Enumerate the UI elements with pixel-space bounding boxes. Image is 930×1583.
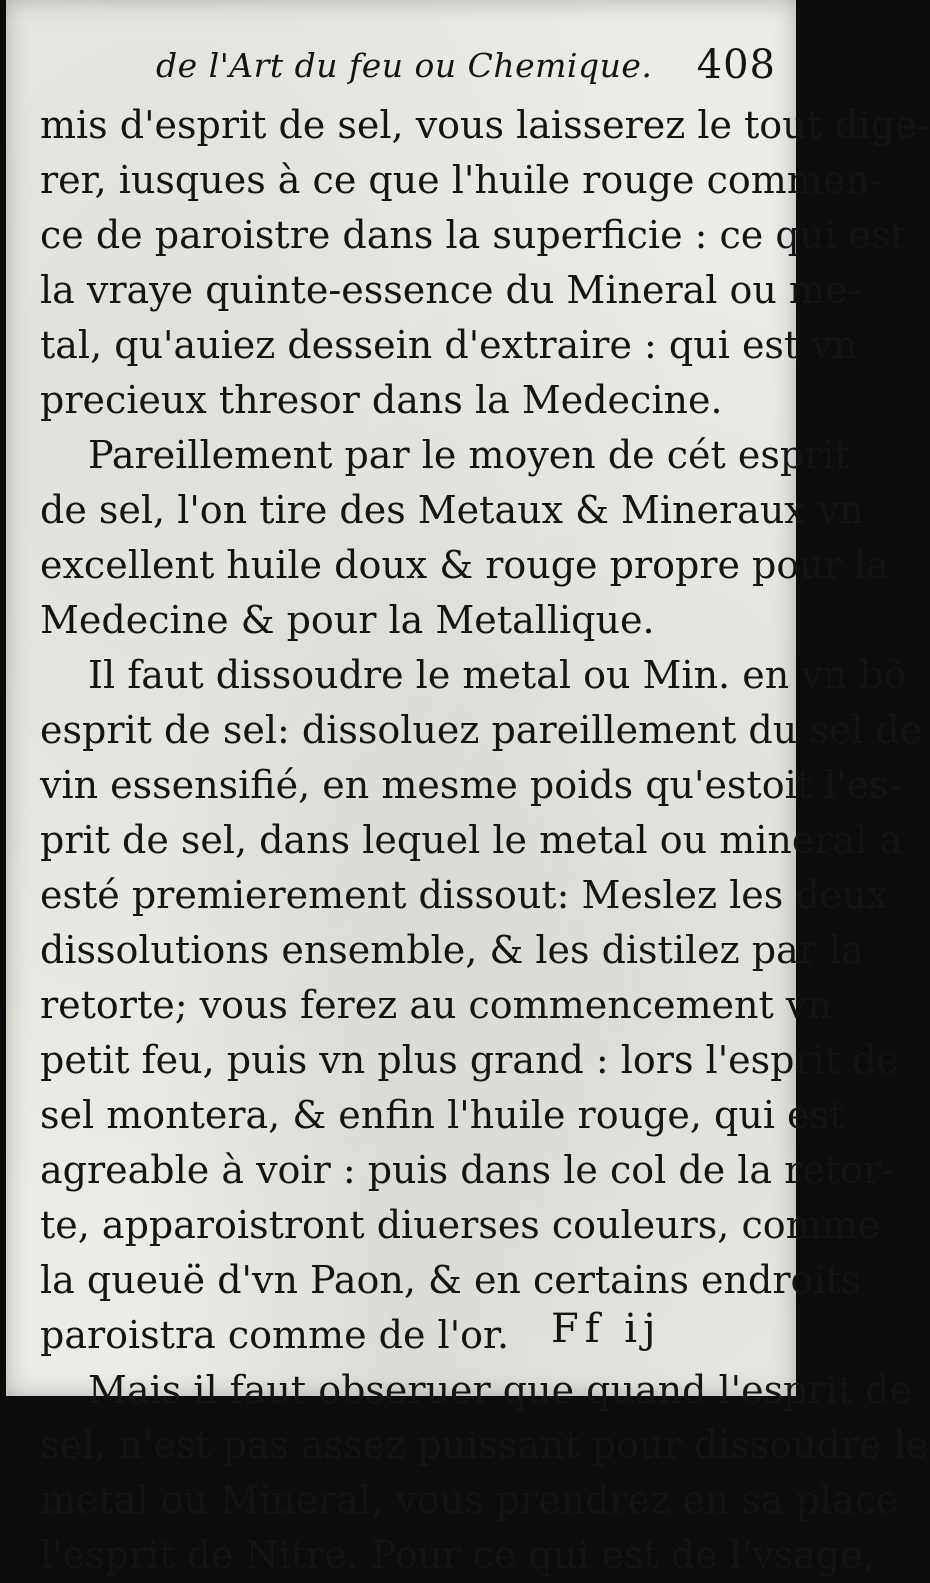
text-line: rer, iusques à ce que l'huile rouge commen- [40, 158, 883, 202]
text-line: l'esprit de Nitre. Pour ce qui est de l'vsage, [40, 1533, 875, 1577]
text-line: prit de sel, dans lequel le metal ou mineral a [40, 818, 903, 862]
text-line: precieux thresor dans la Medecine. [40, 378, 723, 422]
text-line: vin essensifié, en mesme poids qu'estoit l'es- [40, 763, 902, 807]
body-text [40, 98, 930, 1583]
text-line: agreable à voir : puis dans le col de la retor- [40, 1148, 894, 1192]
text-line: retorte; vous ferez au commencement vn [40, 983, 832, 1027]
text-line: tal, qu'auiez dessein d'extraire : qui est vn [40, 323, 858, 367]
running-head [156, 42, 776, 92]
text-line: Pareillement par le moyen de cét esprit [88, 433, 850, 477]
text-line: la vraye quinte-essence du Mineral ou me- [40, 268, 861, 312]
text-line: la queuë d'vn Paon, & en certains endroits [40, 1258, 861, 1302]
text-line: paroistra comme de l'or. [40, 1313, 510, 1357]
book-page [6, 0, 930, 1577]
text-line: de sel, l'on tire des Metaux & Mineraux vn [40, 488, 864, 532]
text-line: Medecine & pour la Metallique. [40, 598, 655, 642]
text-line: excellent huile doux & rouge propre pour la [40, 543, 889, 587]
text-line: sel montera, & enfin l'huile rouge, qui est [40, 1093, 845, 1137]
text-line: esprit de sel: dissoluez pareillement du sel de [40, 708, 923, 752]
text-line: esté premierement dissout: Meslez les deux [40, 873, 889, 917]
text-line: Mais il faut obseruer que quand l'esprit de [88, 1368, 912, 1412]
text-line: dissolutions ensemble, & les distilez par la [40, 928, 864, 972]
text-line: mis d'esprit de sel, vous laisserez le tout dige- [40, 103, 930, 147]
text-line: te, apparoistront diuerses couleurs, comme [40, 1203, 881, 1247]
running-title: de l'Art du feu ou Chemique. [156, 46, 653, 85]
page-number: 408 [696, 42, 776, 88]
text-line: ce de paroistre dans la superficie : ce qui est [40, 213, 906, 257]
text-line: metal ou Mineral, vous prendrez en sa place [40, 1478, 899, 1522]
text-line: sel, n'est pas assez puissant pour dissoudre le [40, 1423, 929, 1467]
text-line: Il faut dissoudre le metal ou Min. en vn bõ [88, 653, 907, 697]
text-line: petit feu, puis vn plus grand : lors l'esprit de [40, 1038, 899, 1082]
signature-mark: Ff ij [551, 1306, 662, 1352]
